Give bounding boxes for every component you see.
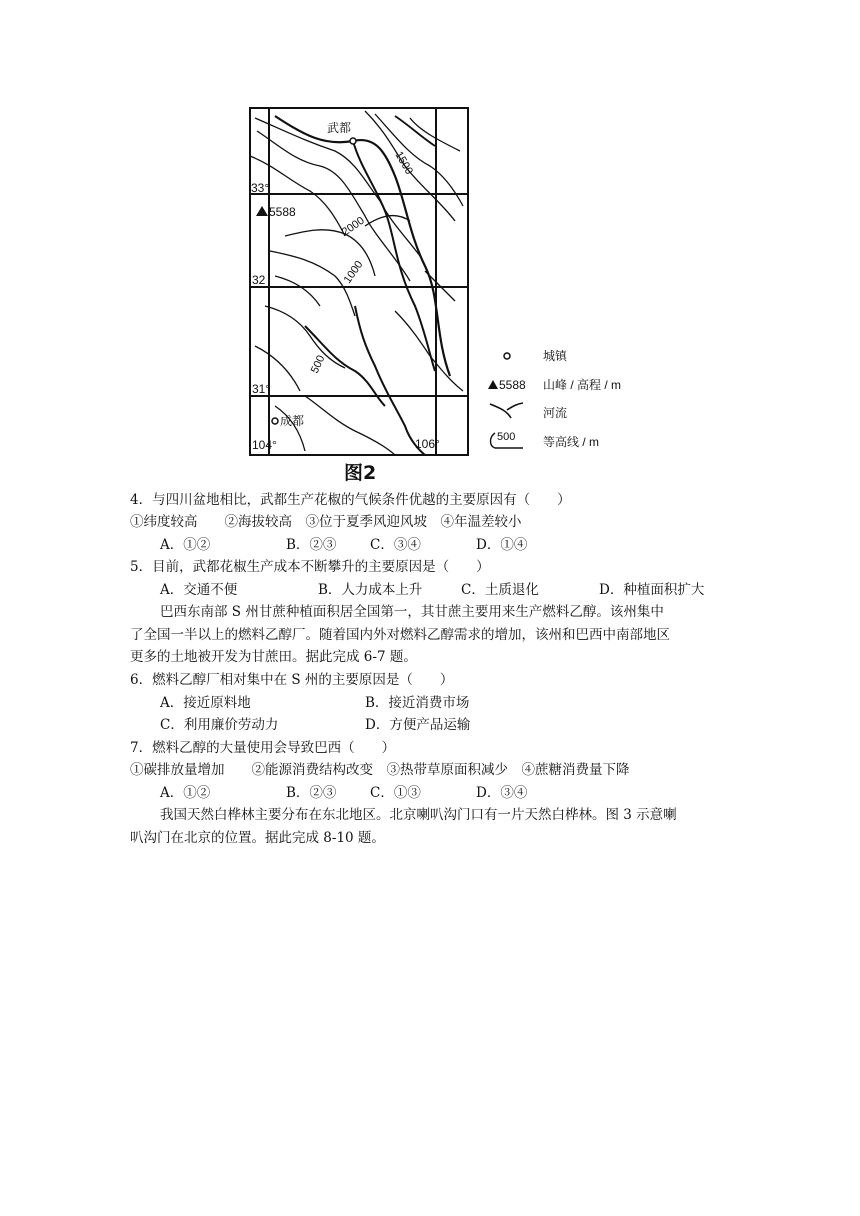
- lat-label-33: 33°: [251, 181, 270, 195]
- legend-town-icon: [504, 353, 510, 359]
- peak-label: 5588: [269, 205, 296, 219]
- passage1-line3: 更多的土地被开发为甘蔗田。据此完成 6-7 题。: [130, 649, 417, 665]
- legend-river-icon: [490, 403, 523, 418]
- passage1-line1: 巴西东南部 S 州甘蔗种植面积居全国第一，其甘蔗主要用来生产燃料乙醇。该州集中: [160, 604, 664, 620]
- legend-contour-value: 500: [497, 431, 516, 443]
- q6-options-row2: [160, 714, 470, 736]
- q5-option-b[interactable]: B．人力成本上升: [318, 582, 423, 598]
- town-label-chengdu: 成都: [280, 414, 305, 428]
- figure-caption: 图2: [344, 462, 377, 484]
- legend-contour-label: 等高线 / m: [543, 435, 599, 449]
- lat-label-31: 31°: [252, 382, 271, 396]
- contour-label-1500: 1500: [392, 149, 416, 177]
- lon-label-104: 104°: [252, 438, 277, 452]
- q7-option-c[interactable]: C．①③: [370, 785, 421, 801]
- legend-peak-value: 5588: [499, 378, 526, 392]
- contour-label-1000: 1000: [341, 258, 366, 286]
- legend-river-label: 河流: [543, 406, 568, 420]
- lon-label-106: 106°: [415, 437, 440, 451]
- q4-option-d[interactable]: D．①④: [476, 537, 528, 553]
- q6-option-c[interactable]: C．利用廉价劳动力: [160, 717, 279, 733]
- legend-town-label: 城镇: [543, 349, 568, 363]
- legend-peak-icon: [488, 380, 498, 389]
- q4-option-b[interactable]: B．②③: [286, 537, 337, 553]
- q7-options: [160, 782, 527, 804]
- q5-option-a[interactable]: A．交通不便: [160, 582, 238, 598]
- q7-option-d[interactable]: D．③④: [476, 785, 528, 801]
- q5-options: [160, 579, 704, 601]
- q6-option-b[interactable]: B．接近消费市场: [365, 695, 470, 711]
- passage1-line2: 了全国一半以上的燃料乙醇厂。随着国内外对燃料乙醇需求的增加，该州和巴西中南部地区: [130, 627, 670, 643]
- q4-option-c[interactable]: C．③④: [370, 537, 421, 553]
- q7-stem: 7．燃料乙醇的大量使用会导致巴西（ ）: [130, 740, 396, 756]
- contour-label-500: 500: [308, 353, 328, 376]
- q6-stem: 6．燃料乙醇厂相对集中在 S 州的主要原因是（ ）: [130, 672, 454, 688]
- q6-options-row1: [160, 692, 469, 714]
- contour-label-2000: 2000: [339, 214, 367, 239]
- town-label-wudu: 武都: [327, 121, 352, 135]
- q4-option-a[interactable]: A．①②: [160, 537, 211, 553]
- q5-stem: 5．目前，武都花椒生产成本不断攀升的主要原因是（ ）: [130, 559, 490, 575]
- q7-items: ①碳排放量增加 ②能源消费结构改变 ③热带草原面积减少 ④蔗糖消费量下降: [130, 762, 630, 778]
- q5-option-c[interactable]: C．土质退化: [461, 582, 539, 598]
- passage2-line1: 我国天然白桦林主要分布在东北地区。北京喇叭沟门口有一片天然白桦林。图 3 示意喇: [160, 807, 677, 823]
- q6-option-a[interactable]: A．接近原料地: [160, 695, 251, 711]
- legend-peak-label: 山峰 / 高程 / m: [543, 378, 622, 392]
- q4-options: [160, 534, 527, 556]
- q5-option-d[interactable]: D．种植面积扩大: [599, 582, 705, 598]
- q6-option-d[interactable]: D．方便产品运输: [365, 717, 471, 733]
- passage2-line2: 叭沟门在北京的位置。据此完成 8-10 题。: [130, 830, 385, 846]
- q4-items: ①纬度较高 ②海拔较高 ③位于夏季风迎风坡 ④年温差较小: [130, 514, 522, 530]
- topographic-map: [245, 106, 645, 461]
- lat-label-32: 32: [252, 273, 266, 287]
- q7-option-a[interactable]: A．①②: [160, 785, 211, 801]
- q4-stem: 4．与四川盆地相比，武都生产花椒的气候条件优越的主要原因有（ ）: [130, 492, 571, 508]
- q7-option-b[interactable]: B．②③: [286, 785, 337, 801]
